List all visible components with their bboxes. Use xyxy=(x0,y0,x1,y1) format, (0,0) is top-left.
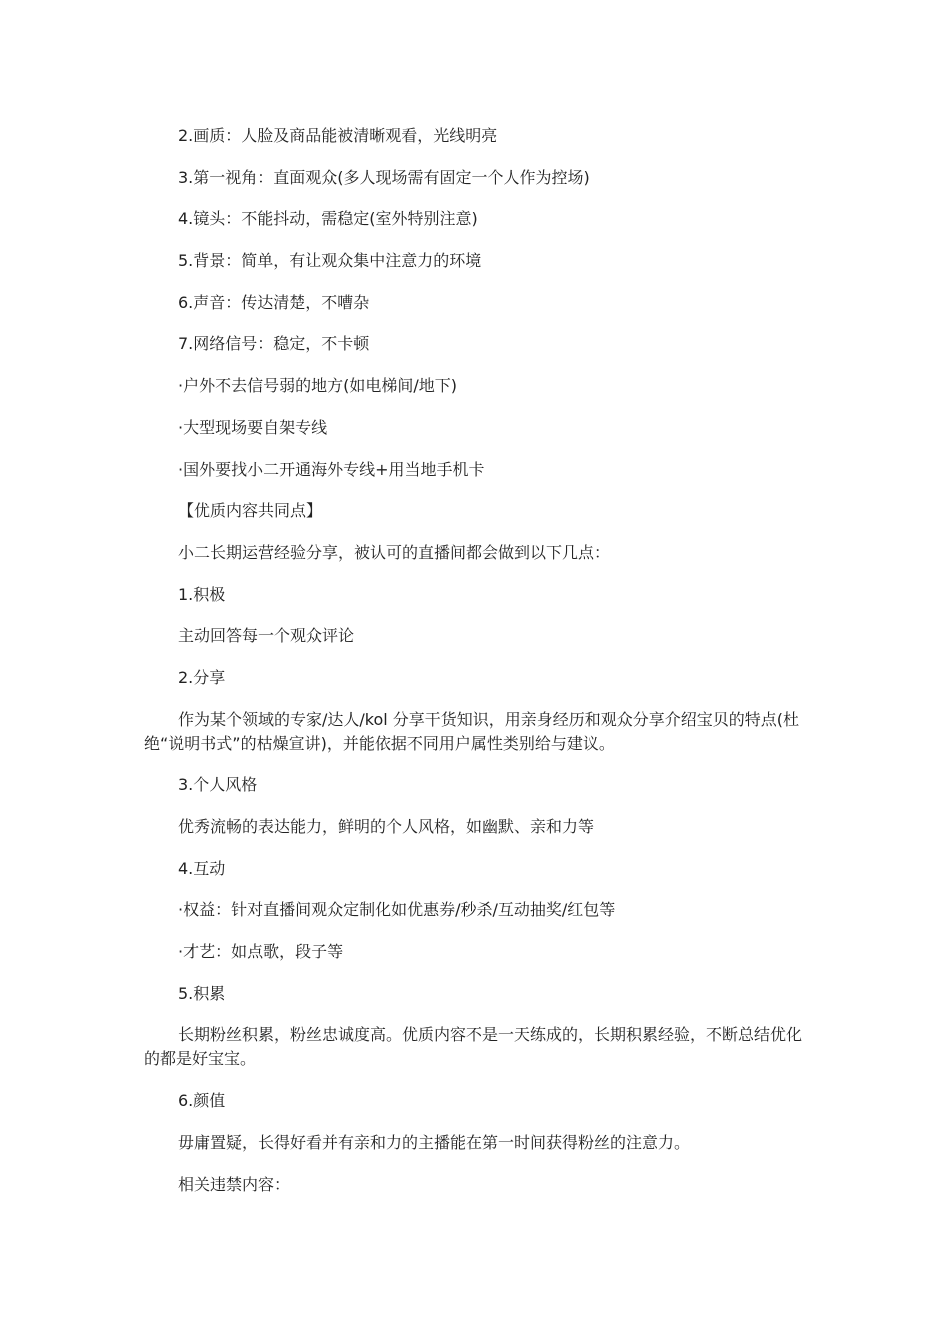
item-heading-personal-style: 3.个人风格 xyxy=(178,775,258,795)
item-heading-share: 2.分享 xyxy=(178,667,226,687)
bullet-overseas-line: ·国外要找小二开通海外专线+用当地手机卡 xyxy=(178,459,485,479)
item-heading-interaction: 4.互动 xyxy=(178,858,226,878)
paragraph-prohibited-content: 相关违禁内容： xyxy=(178,1174,291,1194)
paragraph-image-quality: 2.画质：人脸及商品能被清晰观看，光线明亮 xyxy=(178,126,498,145)
bullet-benefits: ·权益：针对直播间观众定制化如优惠券/秒杀/互动抽奖/红包等 xyxy=(178,900,616,920)
item-heading-appearance: 6.颜值 xyxy=(178,1091,226,1111)
bullet-talents: ·才艺：如点歌，段子等 xyxy=(178,942,344,962)
paragraph-first-person-view: 3.第一视角：直面观众(多人现场需有固定一个人作为控场) xyxy=(178,167,590,187)
paragraph-camera: 4.镜头：不能抖动，需稳定(室外特别注意) xyxy=(178,209,478,229)
paragraph-active: 主动回答每一个观众评论 xyxy=(178,626,355,646)
paragraph-accumulation: 长期粉丝积累，粉丝忠诚度高。优质内容不是一天练成的，长期积累经验，不断总结优化的都是好宝宝。 xyxy=(144,1025,803,1069)
bullet-outdoor-signal: ·户外不去信号弱的地方(如电梯间/地下) xyxy=(178,376,457,396)
bullet-dedicated-line: ·大型现场要自架专线 xyxy=(178,417,328,437)
document-page xyxy=(144,124,808,1214)
paragraph-sound: 6.声音：传达清楚，不嘈杂 xyxy=(178,292,370,312)
paragraph-intro: 小二长期运营经验分享，被认可的直播间都会做到以下几点： xyxy=(178,542,611,562)
paragraph-background: 5.背景：简单，有让观众集中注意力的环境 xyxy=(178,251,482,271)
paragraph-appearance: 毋庸置疑，长得好看并有亲和力的主播能在第一时间获得粉丝的注意力。 xyxy=(178,1132,691,1152)
item-heading-active: 1.积极 xyxy=(178,584,226,604)
section-heading-quality-content: 【优质内容共同点】 xyxy=(178,501,323,521)
item-heading-accumulation: 5.积累 xyxy=(178,983,226,1003)
paragraph-share: 作为某个领域的专家/达人/kol 分享干货知识，用亲身经历和观众分享介绍宝贝的特点(杜绝“说明书式”的枯燥宣讲)，并能依据不同用户属性类别给与建议。 xyxy=(144,709,800,753)
paragraph-network-signal: 7.网络信号：稳定，不卡顿 xyxy=(178,334,370,354)
paragraph-personal-style: 优秀流畅的表达能力，鲜明的个人风格，如幽默、亲和力等 xyxy=(178,817,595,836)
